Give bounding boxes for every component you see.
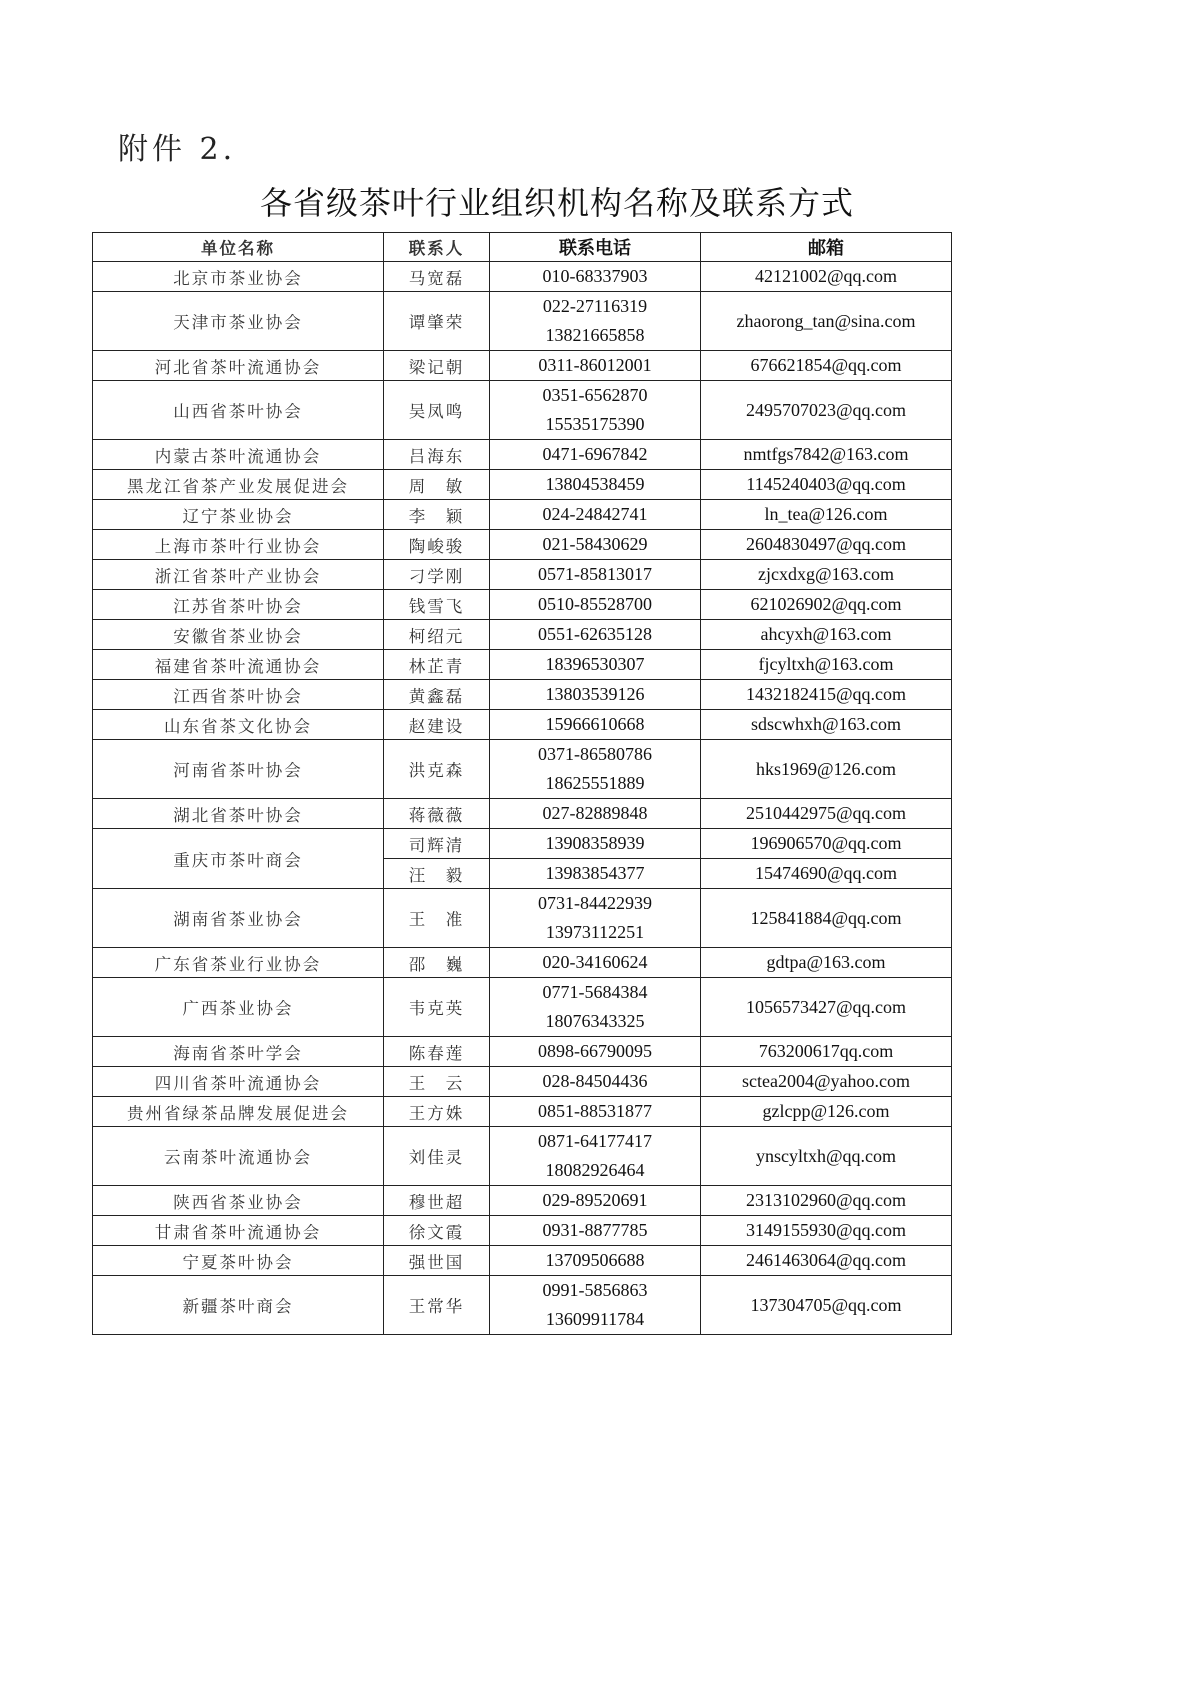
contact-person-cell: 谭肇荣 — [384, 292, 490, 351]
org-name-cell: 江苏省茶叶协会 — [93, 590, 384, 620]
email-cell: 1432182415@qq.com — [701, 680, 952, 710]
email-cell: 2510442975@qq.com — [701, 799, 952, 829]
table-row — [93, 680, 952, 710]
phone-cell — [490, 829, 701, 859]
table-row — [93, 530, 952, 560]
contact-person-cell: 穆世超 — [384, 1186, 490, 1216]
table-row — [93, 1186, 952, 1216]
header-contact: 联系人 — [384, 233, 490, 262]
org-name-cell: 陕西省茶业协会 — [93, 1186, 384, 1216]
table-row — [93, 292, 952, 351]
email-cell: 196906570@qq.com — [701, 829, 952, 859]
phone-number: 18076343325 — [545, 1011, 645, 1031]
contact-person-cell: 邵 巍 — [384, 948, 490, 978]
header-email: 邮箱 — [701, 233, 952, 262]
contact-person-cell: 刁学刚 — [384, 560, 490, 590]
table-row — [93, 1097, 952, 1127]
email-cell: 2495707023@qq.com — [701, 381, 952, 440]
phone-number: 15535175390 — [545, 414, 645, 434]
org-name-cell: 安徽省茶业协会 — [93, 620, 384, 650]
document-title: 各省级茶叶行业组织机构名称及联系方式 — [259, 184, 854, 222]
phone-number: 0991-5856863 — [542, 1280, 648, 1300]
contact-person-cell: 刘佳灵 — [384, 1127, 490, 1186]
contact-person-cell: 王 准 — [384, 889, 490, 948]
table-row — [93, 889, 952, 948]
phone-number: 0931-8877785 — [542, 1220, 648, 1240]
phone-number: 028-84504436 — [542, 1071, 648, 1091]
email-cell: 2604830497@qq.com — [701, 530, 952, 560]
phone-number: 029-89520691 — [542, 1190, 648, 1210]
org-name-cell: 天津市茶业协会 — [93, 292, 384, 351]
contact-person-cell: 司辉清 — [384, 829, 490, 859]
email-cell: zhaorong_tan@sina.com — [701, 292, 952, 351]
email-cell: 763200617qq.com — [701, 1037, 952, 1067]
phone-cell — [490, 590, 701, 620]
header-phone: 联系电话 — [490, 233, 701, 262]
contact-person-cell: 蒋薇薇 — [384, 799, 490, 829]
phone-cell — [490, 1097, 701, 1127]
contact-person-cell: 徐文霞 — [384, 1216, 490, 1246]
phone-cell — [490, 978, 701, 1037]
phone-cell — [490, 740, 701, 799]
email-cell: ln_tea@126.com — [701, 500, 952, 530]
table-body — [93, 262, 952, 1335]
phone-cell — [490, 620, 701, 650]
phone-number: 13973112251 — [545, 922, 645, 942]
table-row — [93, 560, 952, 590]
phone-number: 0371-86580786 — [538, 744, 652, 764]
org-name-cell: 四川省茶叶流通协会 — [93, 1067, 384, 1097]
org-name-cell: 上海市茶叶行业协会 — [93, 530, 384, 560]
org-name-cell: 黑龙江省茶产业发展促进会 — [93, 470, 384, 500]
table-row — [93, 620, 952, 650]
email-cell: 2313102960@qq.com — [701, 1186, 952, 1216]
contact-person-cell: 汪 毅 — [384, 859, 490, 889]
phone-number: 0351-6562870 — [542, 385, 648, 405]
contact-person-cell: 吴凤鸣 — [384, 381, 490, 440]
org-name-cell: 广东省茶业行业协会 — [93, 948, 384, 978]
table-row — [93, 650, 952, 680]
phone-number: 13609911784 — [545, 1309, 645, 1329]
contact-person-cell: 陈春莲 — [384, 1037, 490, 1067]
phone-cell — [490, 292, 701, 351]
phone-cell — [490, 650, 701, 680]
phone-cell — [490, 710, 701, 740]
table-row — [93, 1216, 952, 1246]
contact-person-cell: 赵建设 — [384, 710, 490, 740]
email-cell: 15474690@qq.com — [701, 859, 952, 889]
phone-number: 0551-62635128 — [538, 624, 652, 644]
table-row — [93, 948, 952, 978]
contact-person-cell: 林芷青 — [384, 650, 490, 680]
org-name-cell: 广西茶业协会 — [93, 978, 384, 1037]
contact-person-cell: 周 敏 — [384, 470, 490, 500]
table-row — [93, 500, 952, 530]
table-row — [93, 1276, 952, 1335]
email-cell: ynscyltxh@qq.com — [701, 1127, 952, 1186]
table-row — [93, 740, 952, 799]
contact-person-cell: 柯绍元 — [384, 620, 490, 650]
email-cell: 137304705@qq.com — [701, 1276, 952, 1335]
phone-number: 0571-85813017 — [538, 564, 652, 584]
phone-cell — [490, 530, 701, 560]
phone-cell — [490, 1186, 701, 1216]
phone-number: 15966610668 — [545, 714, 645, 734]
phone-number: 020-34160624 — [542, 952, 648, 972]
phone-cell — [490, 351, 701, 381]
phone-cell — [490, 560, 701, 590]
email-cell: sdscwhxh@163.com — [701, 710, 952, 740]
phone-cell — [490, 1127, 701, 1186]
table-row — [93, 1037, 952, 1067]
phone-number: 0851-88531877 — [538, 1101, 652, 1121]
email-cell: 676621854@qq.com — [701, 351, 952, 381]
org-name-cell: 浙江省茶叶产业协会 — [93, 560, 384, 590]
email-cell: fjcyltxh@163.com — [701, 650, 952, 680]
phone-number: 010-68337903 — [542, 266, 648, 286]
contact-person-cell: 陶峻骏 — [384, 530, 490, 560]
org-name-cell: 山东省茶文化协会 — [93, 710, 384, 740]
org-name-cell: 宁夏茶叶协会 — [93, 1246, 384, 1276]
email-cell: 1056573427@qq.com — [701, 978, 952, 1037]
contact-person-cell: 黄鑫磊 — [384, 680, 490, 710]
phone-cell — [490, 470, 701, 500]
phone-number: 13804538459 — [545, 474, 645, 494]
contact-person-cell: 吕海东 — [384, 440, 490, 470]
table-row — [93, 799, 952, 829]
phone-number: 0898-66790095 — [538, 1041, 652, 1061]
phone-number: 021-58430629 — [542, 534, 648, 554]
org-name-cell: 北京市茶业协会 — [93, 262, 384, 292]
phone-cell — [490, 948, 701, 978]
email-cell: zjcxdxg@163.com — [701, 560, 952, 590]
org-name-cell: 福建省茶叶流通协会 — [93, 650, 384, 680]
email-cell: gdtpa@163.com — [701, 948, 952, 978]
table-row — [93, 590, 952, 620]
phone-number: 022-27116319 — [542, 296, 648, 316]
org-name-cell: 云南茶叶流通协会 — [93, 1127, 384, 1186]
phone-number: 0871-64177417 — [538, 1131, 652, 1151]
header-org: 单位名称 — [93, 233, 384, 262]
org-name-cell: 江西省茶叶协会 — [93, 680, 384, 710]
phone-number: 0771-5684384 — [542, 982, 648, 1002]
contact-person-cell: 梁记朝 — [384, 351, 490, 381]
table-row — [93, 381, 952, 440]
phone-number: 024-24842741 — [542, 504, 648, 524]
org-name-cell: 河北省茶叶流通协会 — [93, 351, 384, 381]
email-cell: ahcyxh@163.com — [701, 620, 952, 650]
phone-number: 0510-85528700 — [538, 594, 652, 614]
email-cell: 621026902@qq.com — [701, 590, 952, 620]
contact-person-cell: 钱雪飞 — [384, 590, 490, 620]
phone-cell — [490, 889, 701, 948]
contact-person-cell: 李 颖 — [384, 500, 490, 530]
org-name-cell: 湖北省茶叶协会 — [93, 799, 384, 829]
contact-person-cell: 王 云 — [384, 1067, 490, 1097]
table-row — [93, 1127, 952, 1186]
email-cell: 1145240403@qq.com — [701, 470, 952, 500]
org-name-cell: 新疆茶叶商会 — [93, 1276, 384, 1335]
phone-cell — [490, 1246, 701, 1276]
phone-number: 18625551889 — [545, 773, 645, 793]
org-name-cell: 重庆市茶叶商会 — [93, 829, 384, 889]
contact-table — [92, 232, 952, 1335]
contact-person-cell: 韦克英 — [384, 978, 490, 1037]
phone-number: 027-82889848 — [542, 803, 648, 823]
phone-cell — [490, 1037, 701, 1067]
email-cell: 3149155930@qq.com — [701, 1216, 952, 1246]
phone-cell — [490, 680, 701, 710]
org-name-cell: 湖南省茶业协会 — [93, 889, 384, 948]
attachment-label: 附件 2. — [118, 132, 237, 167]
table-row — [93, 470, 952, 500]
phone-cell — [490, 262, 701, 292]
org-name-cell: 海南省茶叶学会 — [93, 1037, 384, 1067]
table-row — [93, 978, 952, 1037]
email-cell: 2461463064@qq.com — [701, 1246, 952, 1276]
table-row — [93, 829, 952, 859]
phone-cell — [490, 1276, 701, 1335]
contact-person-cell: 马宽磊 — [384, 262, 490, 292]
table-row — [93, 1067, 952, 1097]
phone-number: 0311-86012001 — [538, 355, 652, 375]
contact-person-cell: 洪克森 — [384, 740, 490, 799]
phone-cell — [490, 381, 701, 440]
contact-person-cell: 王方姝 — [384, 1097, 490, 1127]
table-row — [93, 262, 952, 292]
org-name-cell: 甘肃省茶叶流通协会 — [93, 1216, 384, 1246]
phone-number: 18082926464 — [545, 1160, 645, 1180]
email-cell: 42121002@qq.com — [701, 262, 952, 292]
table-row — [93, 440, 952, 470]
email-cell: sctea2004@yahoo.com — [701, 1067, 952, 1097]
email-cell: hks1969@126.com — [701, 740, 952, 799]
phone-cell — [490, 859, 701, 889]
phone-number: 0731-84422939 — [538, 893, 652, 913]
email-cell: gzlcpp@126.com — [701, 1097, 952, 1127]
email-cell: 125841884@qq.com — [701, 889, 952, 948]
phone-cell — [490, 1216, 701, 1246]
table-row — [93, 351, 952, 381]
org-name-cell: 内蒙古茶叶流通协会 — [93, 440, 384, 470]
phone-number: 0471-6967842 — [542, 444, 648, 464]
phone-number: 18396530307 — [545, 654, 645, 674]
phone-cell — [490, 1067, 701, 1097]
org-name-cell: 河南省茶叶协会 — [93, 740, 384, 799]
phone-number: 13821665858 — [545, 325, 645, 345]
phone-number: 13908358939 — [545, 833, 645, 853]
org-name-cell: 辽宁茶业协会 — [93, 500, 384, 530]
contact-person-cell: 王常华 — [384, 1276, 490, 1335]
table-header-row — [93, 233, 952, 262]
phone-cell — [490, 440, 701, 470]
table-row — [93, 1246, 952, 1276]
phone-cell — [490, 500, 701, 530]
phone-number: 13983854377 — [545, 863, 645, 883]
phone-number: 13803539126 — [545, 684, 645, 704]
phone-cell — [490, 799, 701, 829]
email-cell: nmtfgs7842@163.com — [701, 440, 952, 470]
org-name-cell: 贵州省绿茶品牌发展促进会 — [93, 1097, 384, 1127]
org-name-cell: 山西省茶叶协会 — [93, 381, 384, 440]
table-row — [93, 710, 952, 740]
phone-number: 13709506688 — [545, 1250, 645, 1270]
contact-person-cell: 强世国 — [384, 1246, 490, 1276]
